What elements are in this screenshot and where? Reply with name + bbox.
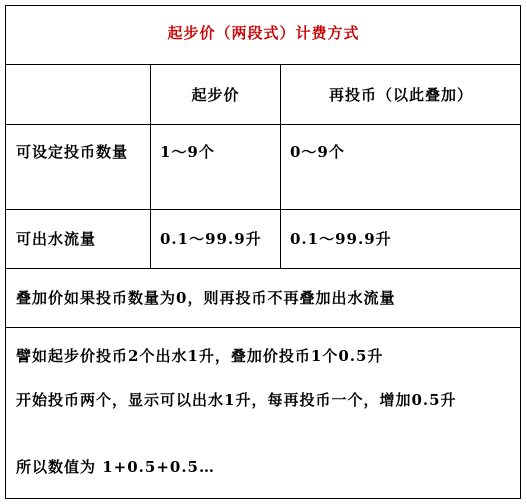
header-start-price: 起步价 [191, 86, 240, 104]
row-divider-title [5, 64, 521, 65]
note-text: 叠加价如果投币数量为0，则再投币不再叠加出水流量 [16, 289, 396, 307]
pricing-table-frame [5, 5, 521, 499]
page-title: 起步价（两段式）计费方式 [167, 24, 360, 42]
cell-coin-count-additional: 0～9个 [290, 143, 345, 161]
row-divider-flow [5, 268, 521, 269]
cell-flow-start: 0.1～99.9升 [160, 230, 262, 248]
cell-coin-count-start: 1～9个 [160, 143, 215, 161]
header-additional: 再投币（以此叠加） [328, 86, 473, 104]
row-divider-header [5, 124, 521, 125]
row-label-flow: 可出水流量 [16, 230, 97, 248]
example-line-1: 譬如起步价投币2个出水1升，叠加价投币1个0.5升 [16, 347, 384, 365]
row-divider-coin-count [5, 209, 521, 210]
example-line-3: 所以数值为 1+0.5+0.5… [16, 458, 215, 476]
example-line-2: 开始投币两个，显示可以出水1升，每再投币一个，增加0.5升 [16, 391, 457, 409]
cell-flow-additional: 0.1～99.9升 [290, 230, 392, 248]
row-label-coin-count: 可设定投币数量 [16, 143, 129, 161]
row-divider-note [5, 327, 521, 328]
